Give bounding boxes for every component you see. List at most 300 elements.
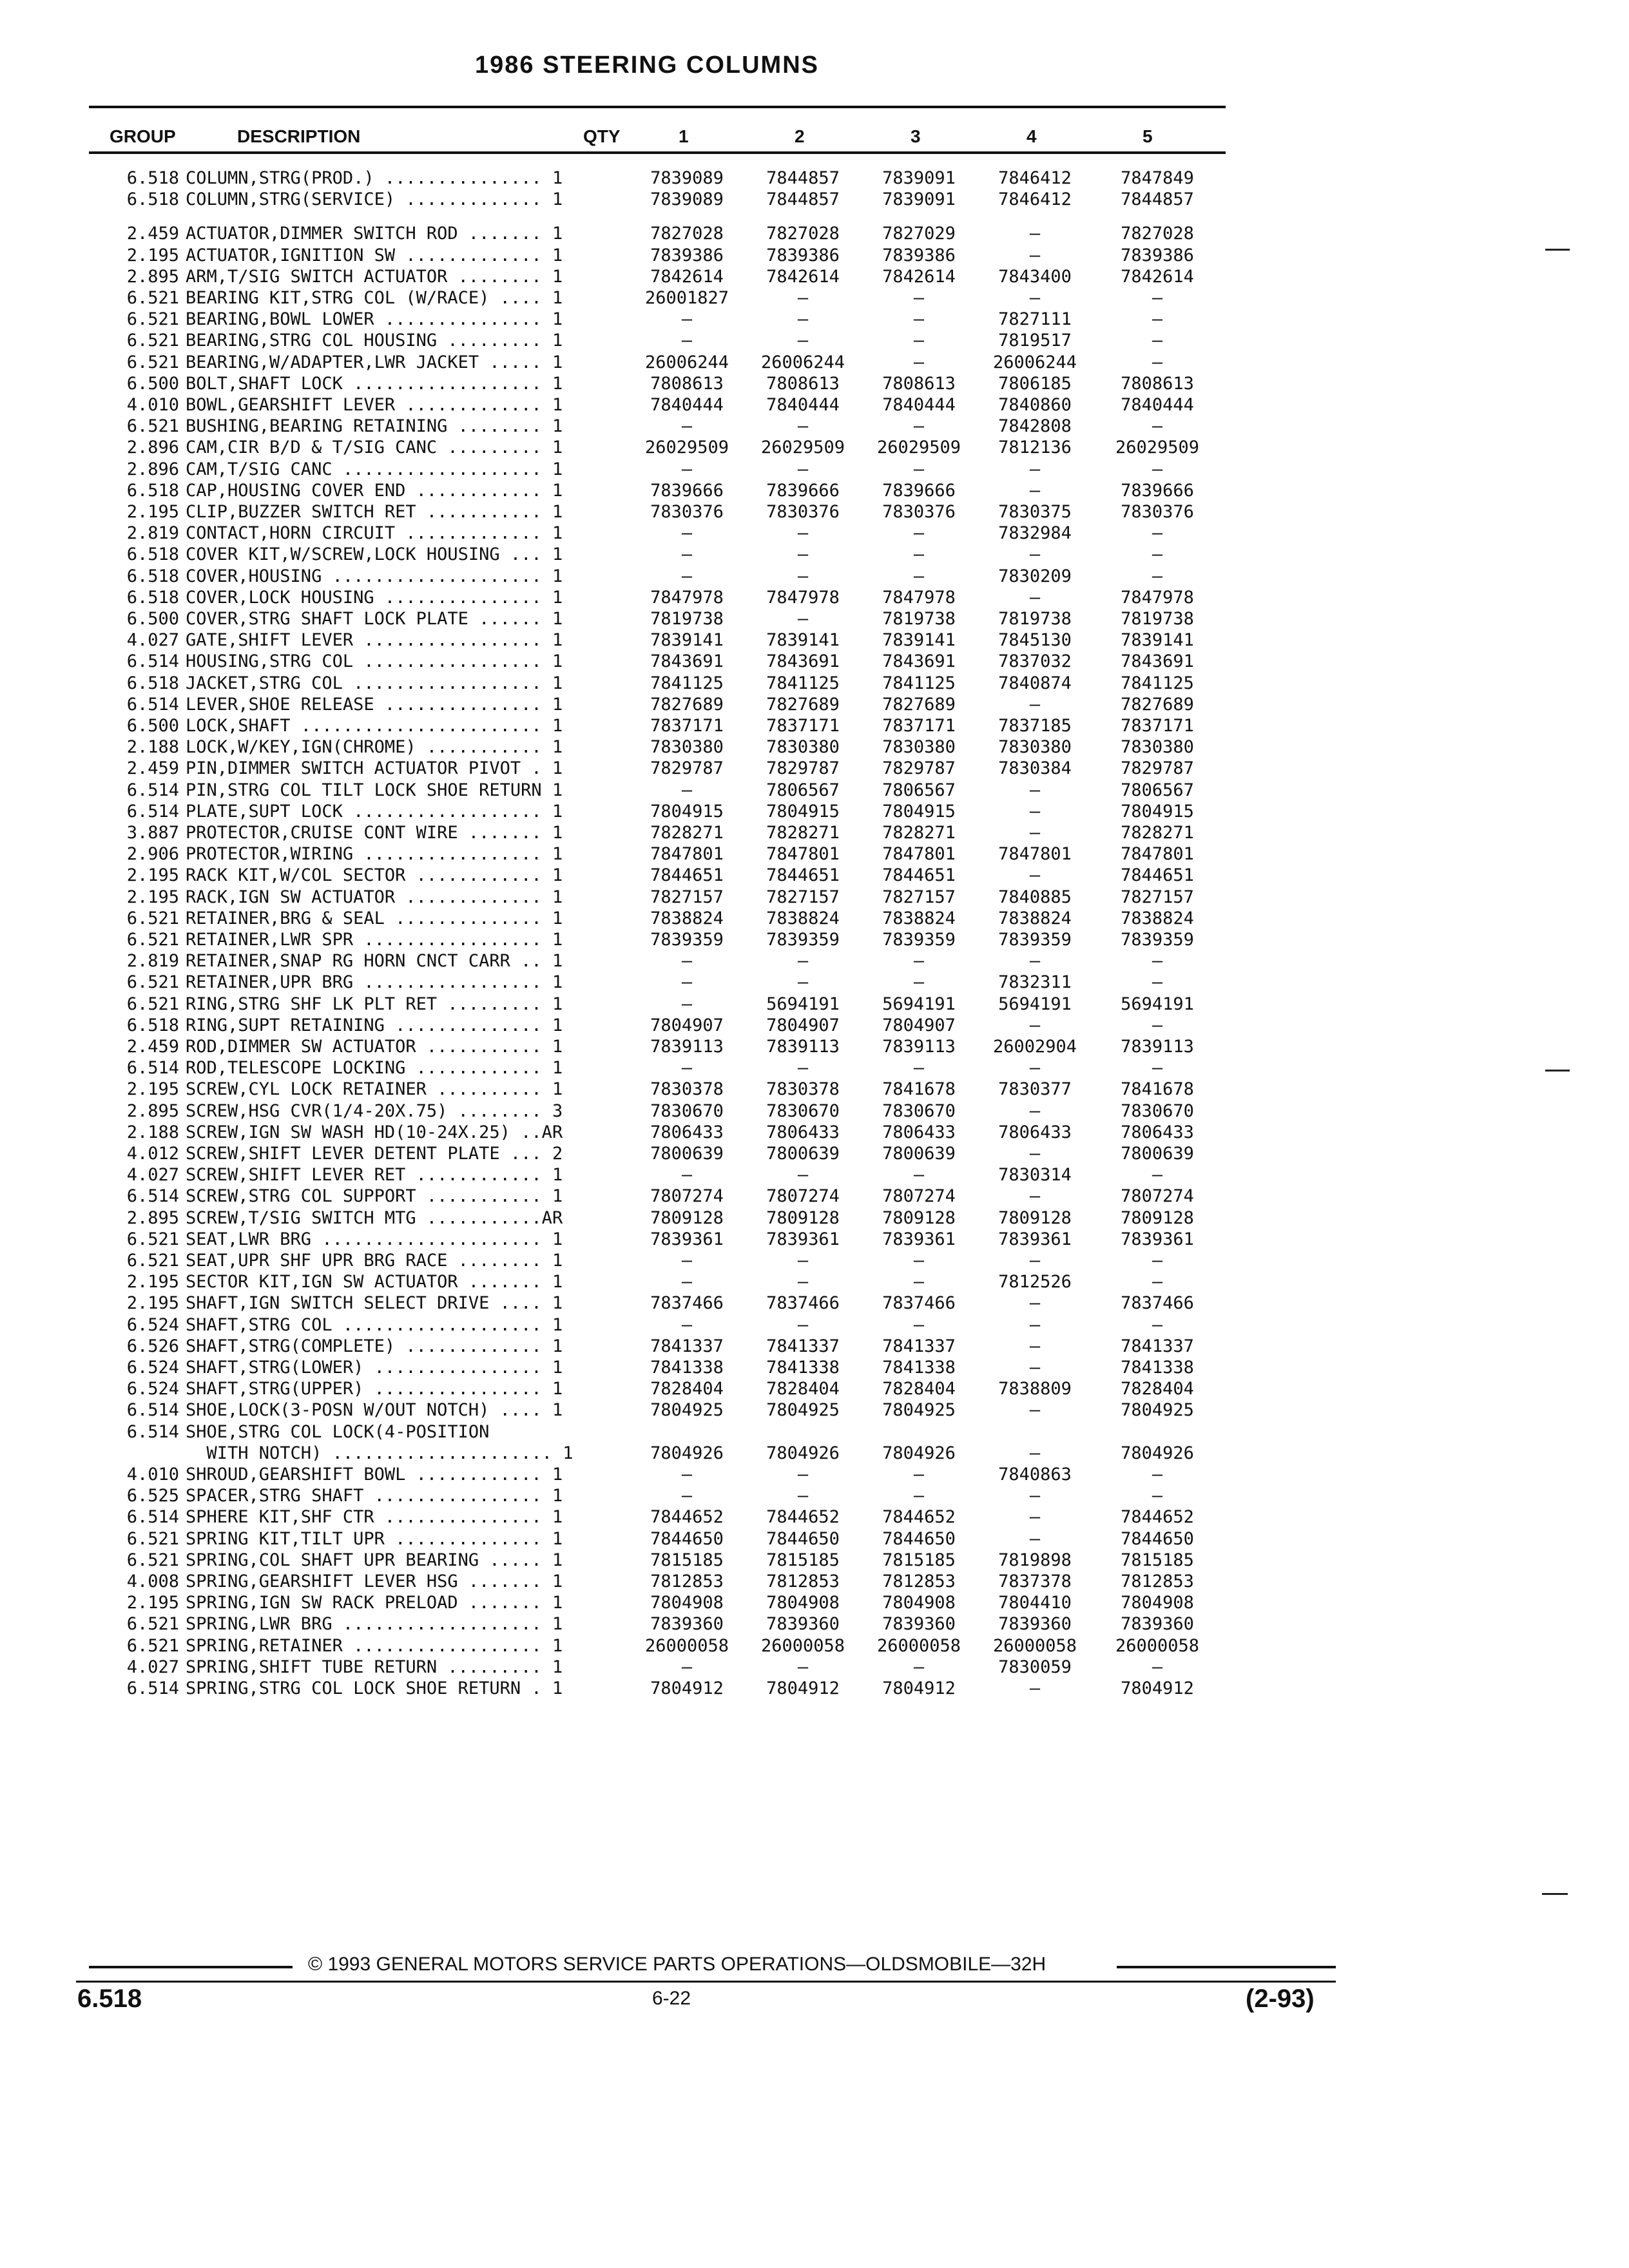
part-description: CAM,T/SIG CANC ................... 1 (186, 459, 563, 479)
group-code: 6.514 (126, 1678, 179, 1698)
part-number-col-2: 7830378 (766, 1079, 840, 1100)
group-code: 6.521 (126, 994, 179, 1014)
part-description: COVER KIT,W/SCREW,LOCK HOUSING ... 1 (186, 544, 563, 565)
part-number-col-2: 7829787 (766, 758, 840, 779)
part-number-col-4: 7838824 (998, 908, 1072, 928)
group-code: 6.521 (126, 416, 179, 437)
part-number-col-2: 7837466 (766, 1293, 840, 1314)
part-number-col-5: 7804926 (1121, 1443, 1194, 1463)
part-number-col-4: 7812526 (998, 1272, 1072, 1293)
part-number-col-4: 7845130 (998, 630, 1072, 651)
part-number-col-3: 7804925 (882, 1400, 956, 1421)
part-description: BEARING,BOWL LOWER ............... 1 (186, 309, 563, 330)
group-code: 2.195 (126, 245, 179, 265)
part-number-col-1: — (681, 951, 693, 972)
part-number-col-4: 7806433 (998, 1122, 1072, 1142)
table-row (0, 673, 1224, 694)
part-number-col-2: 7804926 (766, 1443, 840, 1463)
part-description: BEARING KIT,STRG COL (W/RACE) .... 1 (186, 288, 563, 308)
part-number-col-3: 5694191 (882, 994, 956, 1014)
part-number-col-3: 7828271 (882, 823, 956, 843)
part-description: SPRING,STRG COL LOCK SHOE RETURN . 1 (186, 1678, 563, 1698)
part-number-col-2: 7806567 (766, 780, 840, 800)
part-number-col-3: 7839141 (882, 630, 956, 651)
group-code: 2.895 (126, 266, 179, 287)
part-number-col-2: 7839666 (766, 480, 840, 501)
margin-mark (1545, 249, 1570, 251)
part-number-col-3: 7827157 (882, 887, 956, 907)
table-row (0, 736, 1224, 758)
footer-right-rule (1117, 1966, 1336, 1968)
part-number-col-4: 7837185 (998, 716, 1072, 736)
part-number-col-2: 26000058 (760, 1635, 845, 1656)
part-number-col-5: 7827157 (1121, 887, 1194, 907)
group-code: 6.518 (126, 544, 179, 565)
margin-mark (1542, 1893, 1568, 1895)
part-description: SHAFT,STRG COL ................... 1 (186, 1314, 563, 1335)
footer-revision: (2-93) (1246, 1984, 1315, 2013)
part-number-col-4: 7847801 (998, 844, 1072, 865)
part-description: SHOE,LOCK(3-POSN W/OUT NOTCH) .... 1 (186, 1400, 563, 1421)
group-code: 6.514 (126, 694, 179, 715)
part-number-col-1: — (681, 972, 693, 993)
table-row (0, 994, 1224, 1015)
part-number-col-5: 7847849 (1121, 168, 1194, 188)
group-code: 6.514 (126, 1507, 179, 1528)
part-description: RETAINER,UPR BRG ................. 1 (186, 972, 563, 993)
part-number-col-1: 7847801 (650, 844, 724, 865)
part-number-col-2: — (797, 1058, 809, 1079)
part-number-col-5: 7808613 (1121, 373, 1194, 394)
group-code: 6.500 (126, 609, 179, 629)
group-code: 2.896 (126, 459, 179, 479)
part-number-col-4: — (1029, 694, 1041, 715)
part-number-col-4: 7839359 (998, 930, 1072, 950)
part-number-col-4: — (1029, 1251, 1041, 1271)
part-number-col-4: — (1029, 1314, 1041, 1335)
part-number-col-4: 7819898 (998, 1550, 1072, 1570)
table-row (0, 843, 1224, 865)
table-row (0, 1357, 1224, 1378)
group-code: 2.906 (126, 844, 179, 865)
part-number-col-3: 7800639 (882, 1144, 956, 1164)
part-number-col-1: 7828404 (650, 1379, 724, 1399)
group-code: 6.521 (126, 1251, 179, 1271)
part-number-col-3: 7839360 (882, 1614, 956, 1635)
part-number-col-4: — (1029, 1400, 1041, 1421)
table-row (0, 437, 1224, 458)
part-number-col-3: 7809128 (882, 1207, 956, 1228)
group-code: 4.027 (126, 630, 179, 651)
part-number-col-5: 7843691 (1121, 651, 1194, 672)
part-number-col-1: 7839361 (650, 1229, 724, 1249)
part-number-col-1: 7839360 (650, 1614, 724, 1635)
part-number-col-1: 7844650 (650, 1528, 724, 1549)
table-row (0, 352, 1224, 373)
part-number-col-2: 7847978 (766, 587, 840, 608)
part-number-col-1: 7830378 (650, 1079, 724, 1100)
group-code: 2.188 (126, 737, 179, 758)
part-number-col-4: 7838809 (998, 1379, 1072, 1399)
table-row (0, 1207, 1224, 1229)
part-description: SHROUD,GEARSHIFT BOWL ............ 1 (186, 1465, 563, 1485)
group-code: 2.895 (126, 1207, 179, 1228)
table-row (0, 266, 1224, 287)
part-number-col-3: 7841337 (882, 1336, 956, 1356)
part-number-col-5: — (1152, 972, 1163, 993)
table-row (0, 1164, 1224, 1186)
part-number-col-1: 7804925 (650, 1400, 724, 1421)
part-description: RING,STRG SHF LK PLT RET ......... 1 (186, 994, 563, 1014)
part-number-col-4: 7830314 (998, 1165, 1072, 1186)
part-description: ACTUATOR,IGNITION SW ............. 1 (186, 245, 563, 265)
part-description: SCREW,SHIFT LEVER DETENT PLATE ... 2 (186, 1144, 563, 1164)
part-number-col-3: — (913, 331, 925, 351)
part-number-col-1: — (681, 1251, 693, 1271)
part-number-col-1: 7827028 (650, 224, 724, 244)
part-number-col-1: 7800639 (650, 1144, 724, 1164)
part-number-col-2: — (797, 459, 809, 479)
part-number-col-3: — (913, 523, 925, 544)
part-number-col-4: — (1029, 288, 1041, 308)
part-number-col-4: 7830209 (998, 566, 1072, 586)
part-number-col-2: 26006244 (760, 352, 845, 372)
table-row (0, 1421, 1224, 1443)
part-number-col-2: 7804915 (766, 801, 840, 822)
part-number-col-1: 7840444 (650, 395, 724, 415)
part-number-col-3: 7843691 (882, 651, 956, 672)
part-number-col-2: 7839361 (766, 1229, 840, 1249)
part-number-col-4: — (1029, 1100, 1041, 1121)
group-code: 6.521 (126, 352, 179, 372)
part-number-col-3: — (913, 566, 925, 586)
part-number-col-1: 7839666 (650, 480, 724, 501)
part-description: PIN,STRG COL TILT LOCK SHOE RETURN 1 (186, 780, 563, 800)
part-number-col-3: — (913, 951, 925, 972)
group-code: 6.518 (126, 566, 179, 586)
table-row (0, 950, 1224, 972)
table-row (0, 780, 1224, 801)
part-number-col-4: 26002904 (992, 1037, 1077, 1057)
part-number-col-5: — (1152, 1314, 1163, 1335)
part-number-col-3: 7804915 (882, 801, 956, 822)
part-number-col-5: — (1152, 951, 1163, 972)
part-number-col-5: 7839361 (1121, 1229, 1194, 1249)
part-number-col-5: — (1152, 1486, 1163, 1506)
part-number-col-3: — (913, 1272, 925, 1293)
table-row (0, 1057, 1224, 1079)
part-description: RING,SUPT RETAINING .............. 1 (186, 1015, 563, 1035)
group-code: 6.518 (126, 587, 179, 608)
part-number-col-3: 7841125 (882, 673, 956, 693)
group-code: 6.521 (126, 1229, 179, 1249)
group-code: 6.518 (126, 189, 179, 210)
group-code: 2.195 (126, 1079, 179, 1100)
part-number-col-5: — (1152, 1015, 1163, 1035)
part-number-col-4: — (1029, 1144, 1041, 1164)
part-number-col-3: 7838824 (882, 908, 956, 928)
part-number-col-5: 7847801 (1121, 844, 1194, 865)
part-number-col-5: — (1152, 566, 1163, 586)
part-number-col-1: — (681, 459, 693, 479)
part-number-col-3: 7844650 (882, 1528, 956, 1549)
part-number-col-2: 7842614 (766, 266, 840, 287)
part-number-col-1: 7844652 (650, 1507, 724, 1528)
part-number-col-4: 7809128 (998, 1207, 1072, 1228)
part-number-col-2: — (797, 1251, 809, 1271)
group-code: 6.521 (126, 331, 179, 351)
part-number-col-5: 7800639 (1121, 1144, 1194, 1164)
part-number-col-5: 7841337 (1121, 1336, 1194, 1356)
part-description: LEVER,SHOE RELEASE ............... 1 (186, 694, 563, 715)
group-code: 6.526 (126, 1336, 179, 1356)
part-number-col-4: — (1029, 459, 1041, 479)
part-number-col-4: 7830384 (998, 758, 1072, 779)
part-description: ARM,T/SIG SWITCH ACTUATOR ........ 1 (186, 266, 563, 287)
part-number-col-1: 7804926 (650, 1443, 724, 1463)
part-number-col-1: — (681, 1314, 693, 1335)
part-description: SCREW,SHIFT LEVER RET ............ 1 (186, 1165, 563, 1186)
part-number-col-3: — (913, 1465, 925, 1485)
table-row (0, 1293, 1224, 1314)
page-title: 1986 STEERING COLUMNS (475, 52, 819, 79)
group-code: 6.518 (126, 673, 179, 693)
part-number-col-3: 7837466 (882, 1293, 956, 1314)
part-number-col-5: 26029509 (1115, 437, 1200, 458)
part-description: CAM,CIR B/D & T/SIG CANC ......... 1 (186, 437, 563, 458)
part-number-col-2: 7827689 (766, 694, 840, 715)
part-description: RACK,IGN SW ACTUATOR ............. 1 (186, 887, 563, 907)
table-row (0, 1506, 1224, 1528)
part-number-col-4: 7837032 (998, 651, 1072, 672)
group-code: 6.500 (126, 373, 179, 394)
column-header-3: 3 (911, 126, 921, 146)
part-number-col-2: 7812853 (766, 1571, 840, 1591)
part-number-col-3: — (913, 352, 925, 372)
part-number-col-5: 7837466 (1121, 1293, 1194, 1314)
part-number-col-4: — (1029, 1336, 1041, 1356)
part-number-col-2: 7804925 (766, 1400, 840, 1421)
part-number-col-4: — (1029, 823, 1041, 843)
group-code: 3.887 (126, 823, 179, 843)
part-description: SPRING,GEARSHIFT LEVER HSG ....... 1 (186, 1571, 563, 1591)
part-number-col-3: — (913, 309, 925, 330)
part-number-col-5: 5694191 (1121, 994, 1194, 1014)
table-row (0, 887, 1224, 908)
part-number-col-3: — (913, 1314, 925, 1335)
part-number-col-3: 7804926 (882, 1443, 956, 1463)
part-number-col-5: 7827689 (1121, 694, 1194, 715)
part-number-col-1: 7839141 (650, 630, 724, 651)
part-number-col-2: — (797, 416, 809, 437)
table-row (0, 189, 1224, 210)
part-number-col-4: 7840860 (998, 395, 1072, 415)
part-number-col-3: 26029509 (876, 437, 961, 458)
part-description: COVER,HOUSING .................... 1 (186, 566, 563, 586)
part-number-col-1: 7819738 (650, 609, 724, 629)
table-row (0, 1464, 1224, 1485)
part-number-col-2: 7843691 (766, 651, 840, 672)
part-number-col-5: — (1152, 1058, 1163, 1079)
part-description: LOCK,SHAFT ....................... 1 (186, 716, 563, 736)
table-row (0, 168, 1224, 189)
table-row (0, 1229, 1224, 1250)
part-number-col-5: — (1152, 544, 1163, 565)
part-number-col-5: 7842614 (1121, 266, 1194, 287)
part-number-col-1: 7808613 (650, 373, 724, 394)
table-row (0, 523, 1224, 544)
part-number-col-2: — (797, 309, 809, 330)
part-description: RACK KIT,W/COL SECTOR ............ 1 (186, 865, 563, 886)
part-number-col-5: 7819738 (1121, 609, 1194, 629)
part-number-col-1: — (681, 1657, 693, 1677)
part-number-col-3: 7827029 (882, 224, 956, 244)
part-number-col-1: 7839113 (650, 1037, 724, 1057)
part-description: BEARING,W/ADAPTER,LWR JACKET ..... 1 (186, 352, 563, 372)
table-row (0, 1079, 1224, 1100)
part-number-col-2: 7807274 (766, 1186, 840, 1207)
part-number-col-4: — (1029, 1058, 1041, 1079)
part-number-col-1: 7839089 (650, 189, 724, 210)
part-number-col-1: 7843691 (650, 651, 724, 672)
table-row (0, 715, 1224, 736)
part-number-col-2: — (797, 1314, 809, 1335)
part-number-col-1: 7830376 (650, 502, 724, 522)
table-row (0, 758, 1224, 779)
column-header-description: DESCRIPTION (237, 126, 361, 146)
part-number-col-4: 7804410 (998, 1593, 1072, 1613)
part-number-col-2: 7839359 (766, 930, 840, 950)
part-number-col-2: 7830670 (766, 1100, 840, 1121)
part-number-col-4: 7839361 (998, 1229, 1072, 1249)
table-row (0, 629, 1224, 651)
part-number-col-4: — (1029, 587, 1041, 608)
part-description: SHOE,STRG COL LOCK(4-POSITION (186, 1421, 490, 1442)
part-number-col-4: 26006244 (992, 352, 1077, 372)
part-number-col-4: — (1029, 1486, 1041, 1506)
part-number-col-1: 7804912 (650, 1678, 724, 1698)
table-row (0, 501, 1224, 523)
part-number-col-2: — (797, 544, 809, 565)
table-row (0, 416, 1224, 437)
part-number-col-2: 7844857 (766, 168, 840, 188)
part-number-col-2: 7804912 (766, 1678, 840, 1698)
table-row (0, 1100, 1224, 1122)
part-number-col-2: 7830376 (766, 502, 840, 522)
table-row (0, 480, 1224, 501)
part-number-col-5: 7839359 (1121, 930, 1194, 950)
part-number-col-5: 7807274 (1121, 1186, 1194, 1207)
part-description: SPRING,COL SHAFT UPR BEARING ..... 1 (186, 1550, 563, 1570)
part-description: COLUMN,STRG(PROD.) ............... 1 (186, 168, 563, 188)
part-number-col-3: 7804912 (882, 1678, 956, 1698)
table-row (0, 1036, 1224, 1057)
part-number-col-1: 26029509 (644, 437, 729, 458)
group-code: 2.459 (126, 224, 179, 244)
table-row (0, 459, 1224, 480)
part-number-col-3: — (913, 288, 925, 308)
part-description: ACTUATOR,DIMMER SWITCH ROD ....... 1 (186, 224, 563, 244)
table-row (0, 1613, 1224, 1635)
part-number-col-2: 7838824 (766, 908, 840, 928)
footer-left-rule (89, 1966, 293, 1968)
table-row (0, 1314, 1224, 1336)
part-number-col-2: 7808613 (766, 373, 840, 394)
table-row (0, 373, 1224, 394)
part-number-col-2: — (797, 972, 809, 993)
part-number-col-2: 7827157 (766, 887, 840, 907)
part-number-col-1: 7838824 (650, 908, 724, 928)
header-top-rule (89, 106, 1226, 108)
part-number-col-4: — (1029, 1186, 1041, 1207)
part-number-col-4: — (1029, 544, 1041, 565)
part-number-col-4: — (1029, 1358, 1041, 1378)
part-number-col-4: — (1029, 480, 1041, 501)
group-code: 4.012 (126, 1144, 179, 1164)
part-number-col-1: — (681, 780, 693, 800)
group-code: 2.896 (126, 437, 179, 458)
part-number-col-3: 26000058 (876, 1635, 961, 1656)
table-row (0, 1015, 1224, 1036)
part-number-col-3: 7839666 (882, 480, 956, 501)
part-number-col-5: 7839141 (1121, 630, 1194, 651)
part-number-col-5: — (1152, 1251, 1163, 1271)
part-number-col-2: 7844652 (766, 1507, 840, 1528)
part-number-col-1: 7841125 (650, 673, 724, 693)
group-code: 6.518 (126, 1015, 179, 1035)
part-description: SCREW,IGN SW WASH HD(10-24X.25) ..AR (186, 1122, 563, 1142)
part-number-col-2: 7844651 (766, 865, 840, 886)
part-number-col-4: 7846412 (998, 189, 1072, 210)
part-number-col-4: 5694191 (998, 994, 1072, 1014)
part-number-col-2: — (797, 609, 809, 629)
part-number-col-4: 7839360 (998, 1614, 1072, 1635)
part-number-col-2: 26029509 (760, 437, 845, 458)
column-header-qty: QTY (583, 126, 621, 146)
part-number-col-5: — (1152, 416, 1163, 437)
column-header-group: GROUP (110, 126, 176, 146)
part-number-col-5: 7837171 (1121, 716, 1194, 736)
footer-full-rule (76, 1981, 1336, 1983)
table-row (0, 1678, 1224, 1699)
part-number-col-3: — (913, 972, 925, 993)
part-number-col-2: — (797, 1465, 809, 1485)
part-number-col-5: 7839386 (1121, 245, 1194, 265)
part-number-col-1: — (681, 566, 693, 586)
part-number-col-4: 7819517 (998, 331, 1072, 351)
part-number-col-1: 7830380 (650, 737, 724, 758)
table-row (0, 1399, 1224, 1421)
part-number-col-1: 7812853 (650, 1571, 724, 1591)
part-number-col-2: 7830380 (766, 737, 840, 758)
part-number-col-4: 7832311 (998, 972, 1072, 993)
part-number-col-2: 7844650 (766, 1528, 840, 1549)
part-number-col-2: — (797, 951, 809, 972)
part-number-col-3: 7840444 (882, 395, 956, 415)
part-number-col-2: 7806433 (766, 1122, 840, 1142)
part-number-col-2: 7841337 (766, 1336, 840, 1356)
part-number-col-2: 7837171 (766, 716, 840, 736)
part-number-col-1: 7804915 (650, 801, 724, 822)
part-number-col-5: — (1152, 352, 1163, 372)
footer-page-number: 6-22 (652, 1988, 691, 2009)
group-code: 6.514 (126, 651, 179, 672)
part-number-col-4: 7840885 (998, 887, 1072, 907)
part-number-col-4: — (1029, 951, 1041, 972)
table-row (0, 651, 1224, 672)
part-number-col-2: 7839360 (766, 1614, 840, 1635)
part-number-col-3: 7839113 (882, 1037, 956, 1057)
